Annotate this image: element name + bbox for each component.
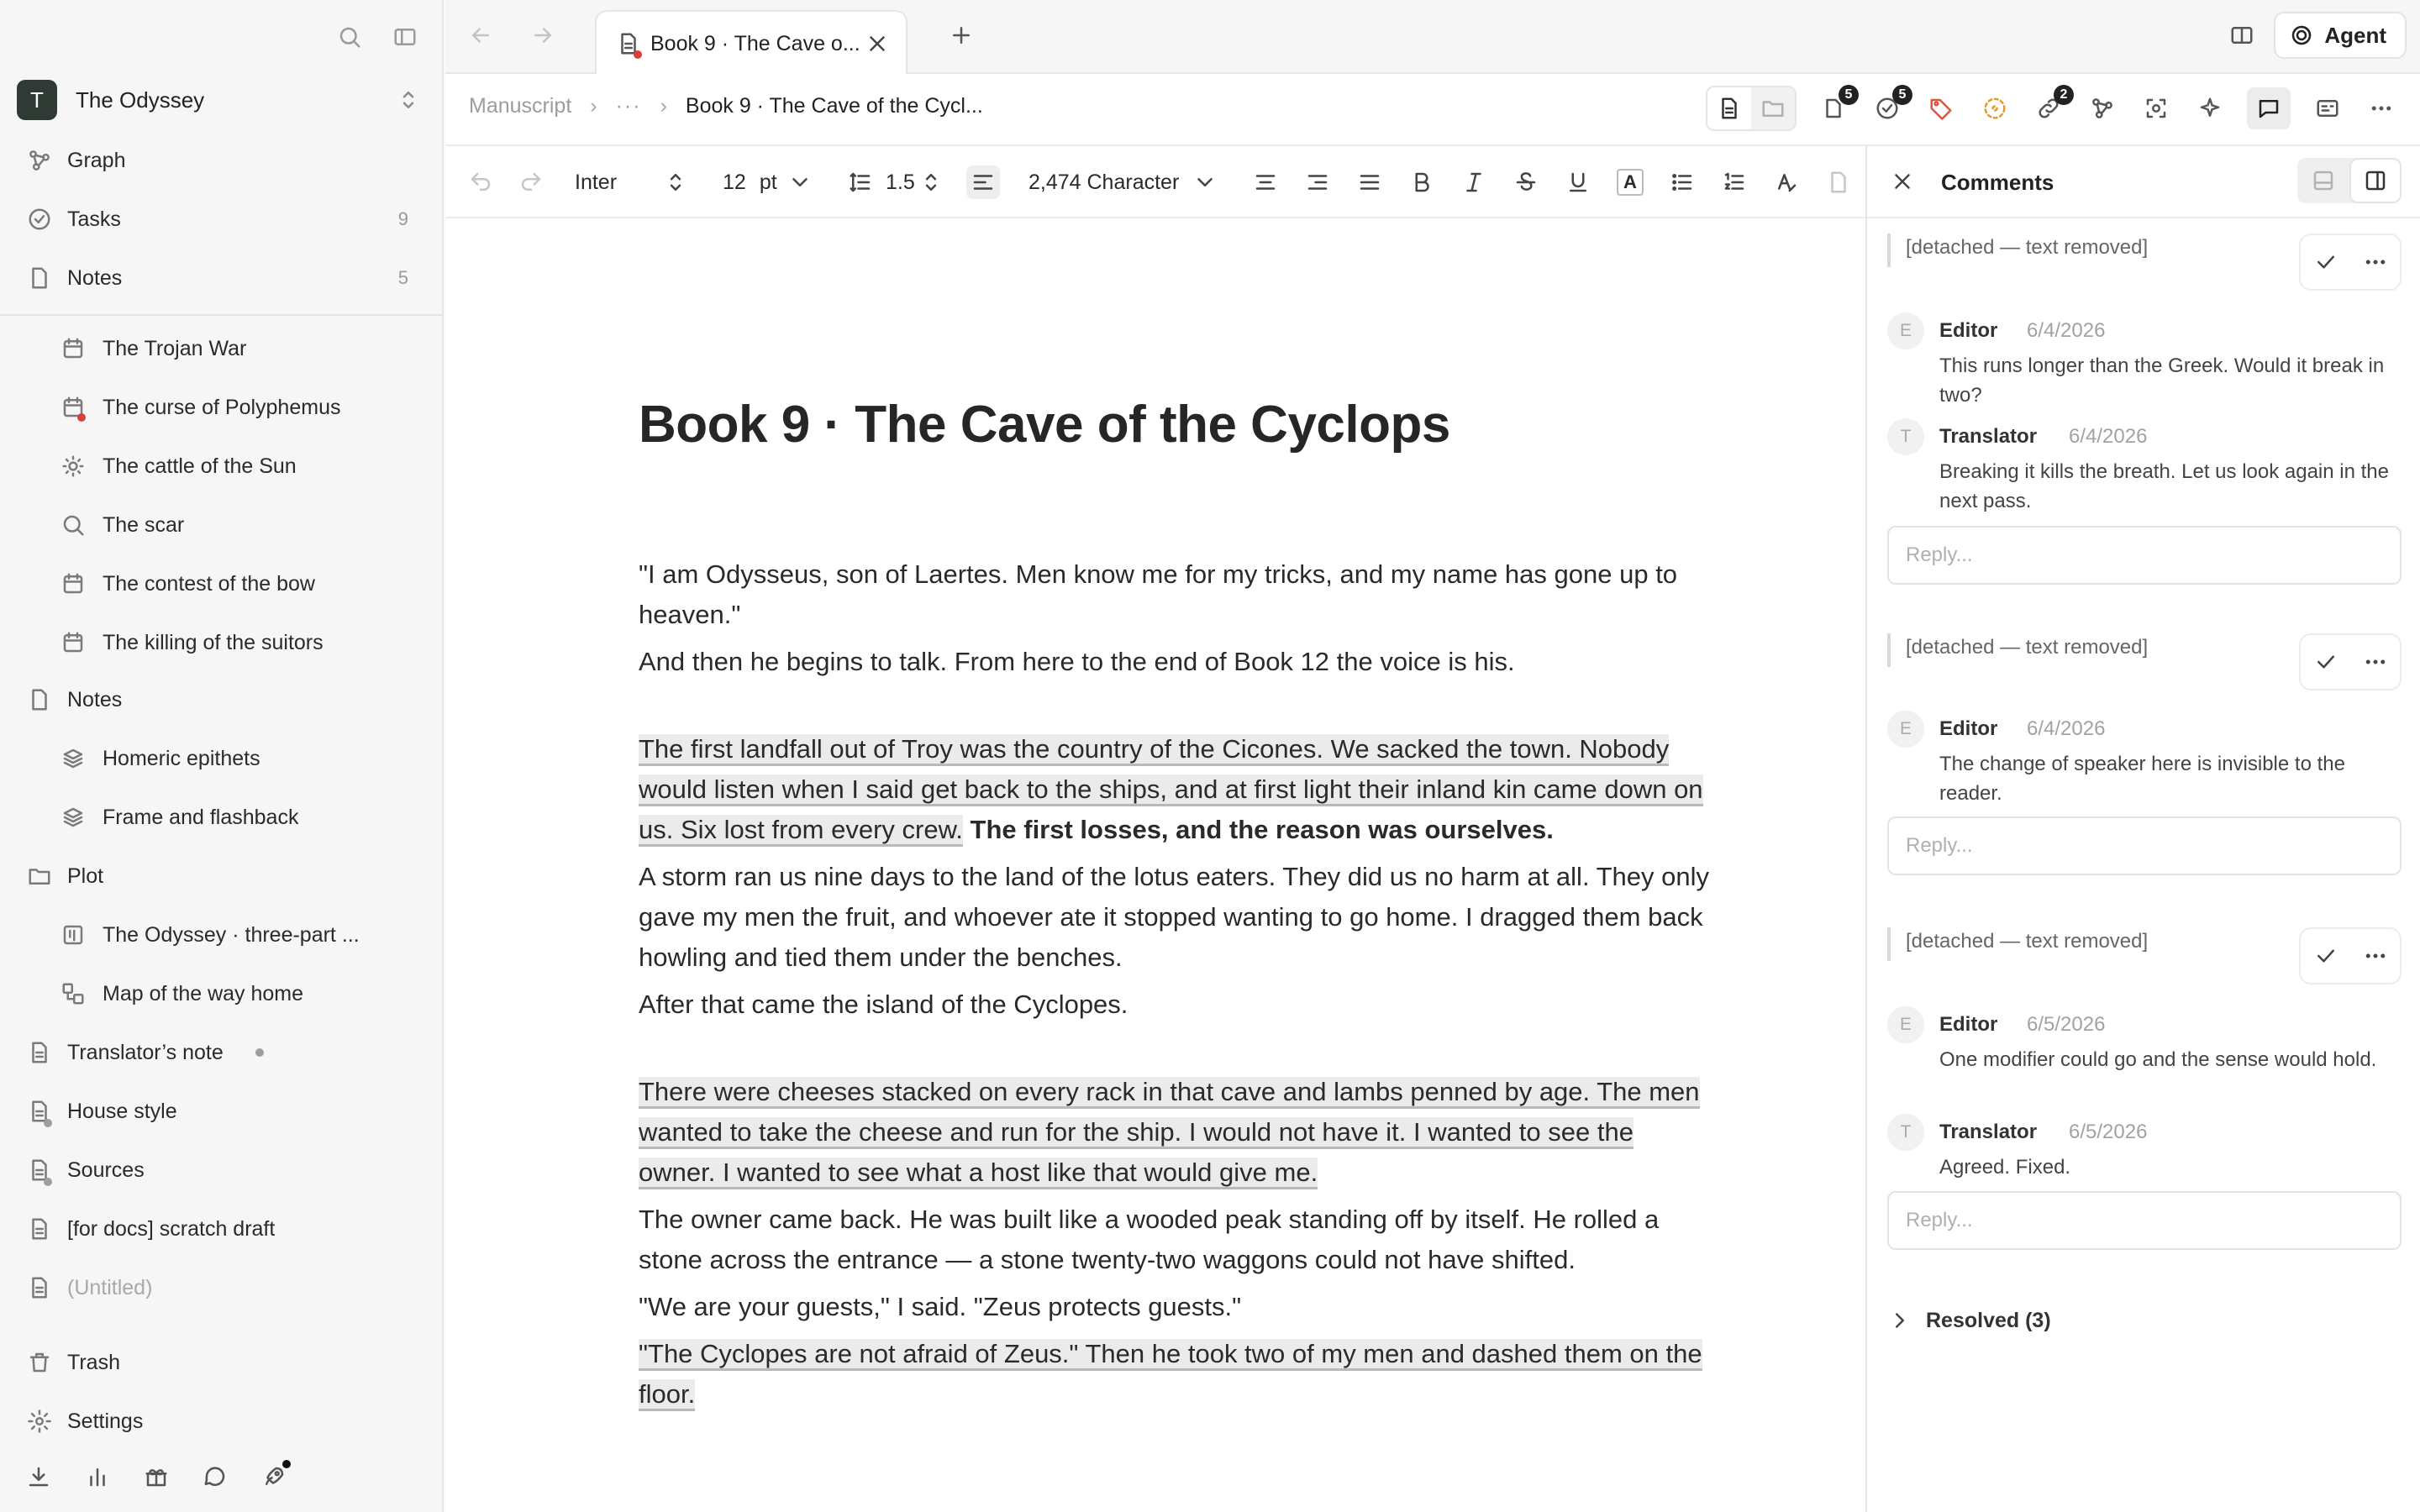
sidebar-item-trojan-war[interactable] [0,319,442,378]
comment-author: Editor [1939,1013,1998,1036]
comment-date: 6/5/2026 [2027,1013,2106,1036]
chevron-updown-icon [392,83,425,117]
document-view-icon[interactable] [1707,87,1751,129]
editor[interactable] [445,218,1865,1512]
chevron-right-icon: › [590,94,597,118]
sidebar-item-label: [for docs] scratch draft [67,1216,276,1241]
workspace-avatar: T [17,80,57,120]
numbered-list-icon[interactable] [1718,165,1751,199]
calendar-icon [59,628,87,657]
status-dot [44,1119,52,1127]
sidebar-item-label: The killing of the suitors [103,630,324,654]
sidebar-item-label: Translator’s note [67,1040,224,1064]
side-panel-icon[interactable] [2349,158,2402,203]
comment-text: Breaking it kills the breath. Let us look again in the next pass. [1939,460,2389,512]
sidebar-item-label: Frame and flashback [103,805,299,829]
resolved-label: Resolved (3) [1926,1308,2051,1332]
comment-date: 6/5/2026 [2069,1121,2148,1143]
resolve-check-icon[interactable] [2309,939,2343,973]
sidebar-item-label: House style [67,1099,177,1123]
sidebar-item-notes-folder[interactable] [0,670,442,729]
detached-label: [detached — text removed] [1887,927,2148,961]
sidebar-item-label: Tasks [67,207,121,231]
sun-icon [59,452,87,480]
document-icon [25,1038,54,1067]
link-icon[interactable] [2032,87,2068,125]
sidebar-item-label: The curse of Polyphemus [103,395,341,419]
graph-icon[interactable] [2086,92,2119,125]
avatar: T [1887,1114,1924,1151]
reply-input[interactable]: Reply... [1887,526,2402,585]
comment-date: 6/4/2026 [2027,717,2106,740]
chevron-updown-icon [914,165,948,199]
comments-title: Comments [1941,170,2054,195]
undo-icon[interactable] [464,165,497,199]
comment-author: Translator [1939,1121,2038,1143]
sidebar-item-contest-of-the-bow[interactable] [0,554,442,613]
panel-layout-toggle [2297,158,2402,203]
agent-icon [2289,23,2314,48]
avatar: E [1887,711,1924,748]
thread-actions [2299,927,2402,984]
font-size-select[interactable] [723,146,817,218]
tab-label: Book 9 · The Cave o... [650,31,860,55]
character-count: 2,474 Character [1028,170,1180,194]
commented-text[interactable]: There were cheeses stacked on every rack in that cave and lambs penned by age. The men wanted to take the cheese and run for the ship. I would not have it. I wanted to see the owner. I wanted to see what a host like that would give me. [639,1077,1700,1189]
paragraph[interactable] [639,1334,1714,1415]
graph-icon [25,146,54,175]
document-toolbar [1706,86,2398,131]
strikethrough-icon[interactable] [1509,165,1543,199]
thread-actions [2299,633,2402,690]
new-tab-plus-icon[interactable] [944,18,978,52]
font-family-select[interactable] [575,146,692,218]
breadcrumb [469,94,983,118]
chevron-updown-icon [659,165,692,199]
reply-input[interactable]: Reply... [1887,1191,2402,1250]
format-toolbar [445,146,1865,218]
gear-icon [25,1407,54,1436]
sidebar-item-label: The contest of the bow [103,571,315,596]
document-icon [25,1215,54,1243]
comment [1887,1114,2402,1181]
tasks-icon [25,205,54,234]
sidebar-item-label: The Trojan War [103,336,247,360]
align-left-icon[interactable] [966,165,1000,199]
resolve-check-icon[interactable] [2309,245,2343,279]
tasks-count: 9 [397,208,408,229]
calendar-icon [59,334,87,363]
notes-icon [25,264,54,292]
avatar: E [1887,312,1924,349]
resolved-toggle[interactable] [1887,1304,2051,1337]
status-dot [44,1178,52,1186]
download-icon[interactable] [22,1460,55,1494]
sidebar-footer [22,1460,291,1494]
chevron-down-icon [783,165,817,199]
rocket-icon[interactable] [257,1460,291,1494]
more-format-icon[interactable] [1822,165,1855,199]
comment-date: 6/4/2026 [2069,425,2148,448]
stats-icon[interactable] [81,1460,114,1494]
sidebar-item-label: The scar [103,512,185,537]
font-family-value: Inter [575,170,618,194]
breadcrumb-root[interactable]: Manuscript [469,94,572,118]
sidebar-item-label: Homeric epithets [103,746,260,770]
comment-thread [1887,633,2402,969]
sidebar-item-untitled[interactable] [0,1258,442,1317]
align-right-icon[interactable] [1301,165,1334,199]
split-view-icon[interactable] [2225,18,2259,52]
font-size-value: 12 [723,170,746,194]
more-icon[interactable] [2359,245,2392,279]
tasks-icon[interactable] [1870,87,1907,125]
more-icon[interactable] [2359,645,2392,679]
comment-text: One modifier could go and the sense would hold. [1939,1048,2377,1071]
comment-text: This runs longer than the Greek. Would it break in two? [1939,354,2385,407]
comment-thread [1887,927,2402,1297]
text-color-button[interactable]: A [1617,169,1644,196]
paragraph[interactable]: And then he begins to talk. From here to the end of Book 12 the voice is his. [639,647,1515,676]
avatar: T [1887,418,1924,455]
breadcrumb-current[interactable]: Book 9 · The Cave of the Cycl... [685,94,983,118]
bottom-panel-icon[interactable] [2297,158,2349,203]
ai-sparkle-icon[interactable] [2193,92,2227,125]
document-icon [25,1273,54,1302]
links-badge: 2 [2054,85,2074,105]
sidebar-item-label: (Untitled) [67,1275,153,1299]
sidebar-divider [0,314,442,316]
sidebar-item-label: Trash [67,1350,120,1374]
chevron-down-icon [1188,165,1222,199]
agent-label: Agent [2324,22,2386,48]
comment [1887,418,2402,519]
bold-icon[interactable] [1405,165,1439,199]
comment-author: Translator [1939,425,2038,448]
comment-author: Editor [1939,319,1998,342]
focus-icon[interactable] [2139,92,2173,125]
avatar: E [1887,1006,1924,1043]
redo-icon[interactable] [514,165,548,199]
pages-badge: 5 [1839,85,1859,105]
comments-toggle-icon[interactable] [2247,87,2291,129]
sidebar-item-the-scar[interactable] [0,496,442,554]
tasks-badge: 5 [1892,85,1912,105]
commented-text[interactable]: The first landfall out of Troy was the country of the Cicones. We sacked the town. Nobody would listen when I said get back to the ships, and at first light their inland kin came down on us. Six lost from every crew. [639,734,1703,847]
notification-dot [282,1460,291,1468]
breadcrumb-ellipsis[interactable]: ··· [615,94,642,118]
document-body[interactable] [639,554,1714,1421]
more-icon[interactable] [2365,92,2398,125]
sidebar-item-map-of-the-way-home[interactable] [0,964,442,1023]
sidebar-item-settings[interactable] [0,1392,442,1451]
comment-text: Agreed. Fixed. [1939,1156,2071,1179]
sidebar-item-cattle-of-the-sun[interactable] [0,437,442,496]
tab-bar [445,0,2420,74]
sidebar-item-label: Notes [67,265,123,290]
calendar-icon [59,570,87,598]
clear-format-icon[interactable] [1770,165,1803,199]
align-justify-icon[interactable] [1353,165,1386,199]
comment [1887,312,2402,413]
sidebar-item-plot[interactable] [0,847,442,906]
stack-icon [59,803,87,832]
paragraph[interactable]: The owner came back. He was built like a wooded peak standing off by itself. He rolled a stone across the entrance — a stone twenty-two waggons could not have shifted. [639,1205,1660,1274]
status-icon[interactable] [1978,92,2012,125]
board-icon [59,921,87,949]
comment-text: The change of speaker here is invisible to the reader. [1939,753,2345,805]
sidebar-item-graph[interactable] [0,131,442,190]
map-icon [59,979,87,1008]
folder-view-icon[interactable] [1751,87,1795,129]
reply-input[interactable]: Reply... [1887,816,2402,875]
italic-icon[interactable] [1457,165,1491,199]
sidebar-item-label: The cattle of the Sun [103,454,297,478]
workspace-switcher[interactable] [17,77,425,123]
sidebar-item-curse-of-polyphemus[interactable] [0,378,442,437]
sidebar-item-label: Graph [67,148,126,172]
resolve-check-icon[interactable] [2309,645,2343,679]
sidebar-item-three-part-board[interactable] [0,906,442,964]
document-title[interactable]: Book 9 · The Cave of the Cyclops [639,396,1450,454]
font-size-unit: pt [759,170,777,194]
line-height-select[interactable] [844,146,948,218]
tag-icon[interactable] [1924,92,1958,125]
line-height-value: 1.5 [886,170,915,194]
paragraph[interactable]: "I am Odysseus, son of Laertes. Men know me for my tricks, and my name has gone up to heaven." [639,559,1678,629]
comment-author: Editor [1939,717,1998,740]
trash-icon [25,1348,54,1377]
sidebar [0,0,444,1512]
character-count-select[interactable] [1028,146,1222,218]
gift-icon[interactable] [139,1460,173,1494]
paragraph[interactable] [639,1072,1714,1193]
more-icon[interactable] [2359,939,2392,973]
bold-text[interactable]: The first losses, and the reason was ourselves. [970,815,1554,844]
search-icon [59,511,87,539]
status-dot [255,1048,264,1057]
chat-icon[interactable] [198,1460,232,1494]
search-icon[interactable] [333,20,366,54]
paragraph[interactable] [639,729,1714,850]
sidebar-item-frame-and-flashback[interactable] [0,788,442,847]
pages-icon[interactable] [1817,87,1853,125]
forward-arrow-icon[interactable] [526,18,560,52]
chevron-right-icon: › [660,94,667,118]
notes-icon [25,685,54,714]
breadcrumb-bar [445,74,2420,146]
unsaved-dot [634,50,642,59]
view-mode-toggle [1706,86,1797,131]
sidebar-item-house-style[interactable] [0,1082,442,1141]
sidebar-item-notes[interactable] [0,249,442,307]
workspace-name: The Odyssey [76,87,205,113]
sidebar-item-label: Settings [67,1409,144,1433]
thread-actions [2299,234,2402,291]
comment [1887,1006,2402,1107]
sidebar-item-label: The Odyssey · three-part ... [103,922,360,947]
underline-icon[interactable] [1561,165,1595,199]
bullet-list-icon[interactable] [1665,165,1699,199]
paragraph[interactable]: "We are your guests," I said. "Zeus protects guests." [639,1292,1242,1321]
sidebar-item-killing-of-the-suitors[interactable] [0,613,442,672]
tab-book-9[interactable] [595,10,908,76]
align-center-icon[interactable] [1249,165,1282,199]
paragraph[interactable]: After that came the island of the Cyclopes. [639,990,1128,1019]
chevron-right-icon [1887,1304,1912,1337]
folder-icon [25,862,54,890]
sidebar-item-label: Notes [67,687,123,711]
line-height-icon [844,165,877,199]
sidebar-item-label: Sources [67,1158,145,1182]
sidebar-item-label: Plot [67,864,104,888]
stack-icon [59,744,87,773]
close-icon[interactable] [1886,165,1919,198]
notes-count: 5 [397,267,408,288]
paragraph[interactable]: A storm ran us nine days to the land of the lotus eaters. They did us no harm at all. They only gave my men the fruit, and whoever ate it stopped wanting to go home. I dragged them back howling and tied them under the benches. [639,862,1710,972]
comments-panel [1865,146,2420,1512]
detached-label: [detached — text removed] [1887,234,2148,267]
comment [1887,711,2402,811]
sidebar-item-tasks[interactable] [0,190,442,249]
sidebar-item-sources[interactable] [0,1141,442,1200]
sidebar-item-homeric-epithets[interactable] [0,729,442,788]
sidebar-item-trash[interactable] [0,1333,442,1392]
comment-date: 6/4/2026 [2027,319,2106,342]
comments-header [1867,146,2420,218]
sidebar-item-scratch-draft[interactable] [0,1200,442,1258]
id-card-icon[interactable] [2311,92,2344,125]
detached-label: [detached — text removed] [1887,633,2148,667]
commented-text[interactable]: "The Cyclopes are not afraid of Zeus." Then he took two of my men and dashed them on the floor. [639,1339,1702,1411]
sidebar-item-label: Map of the way home [103,981,304,1005]
close-icon[interactable] [860,27,894,60]
sidebar-toggle-icon[interactable] [388,20,422,54]
unsaved-dot [77,413,86,422]
sidebar-item-translators-note[interactable] [0,1023,442,1082]
agent-button[interactable] [2274,12,2407,59]
back-arrow-icon[interactable] [464,18,497,52]
